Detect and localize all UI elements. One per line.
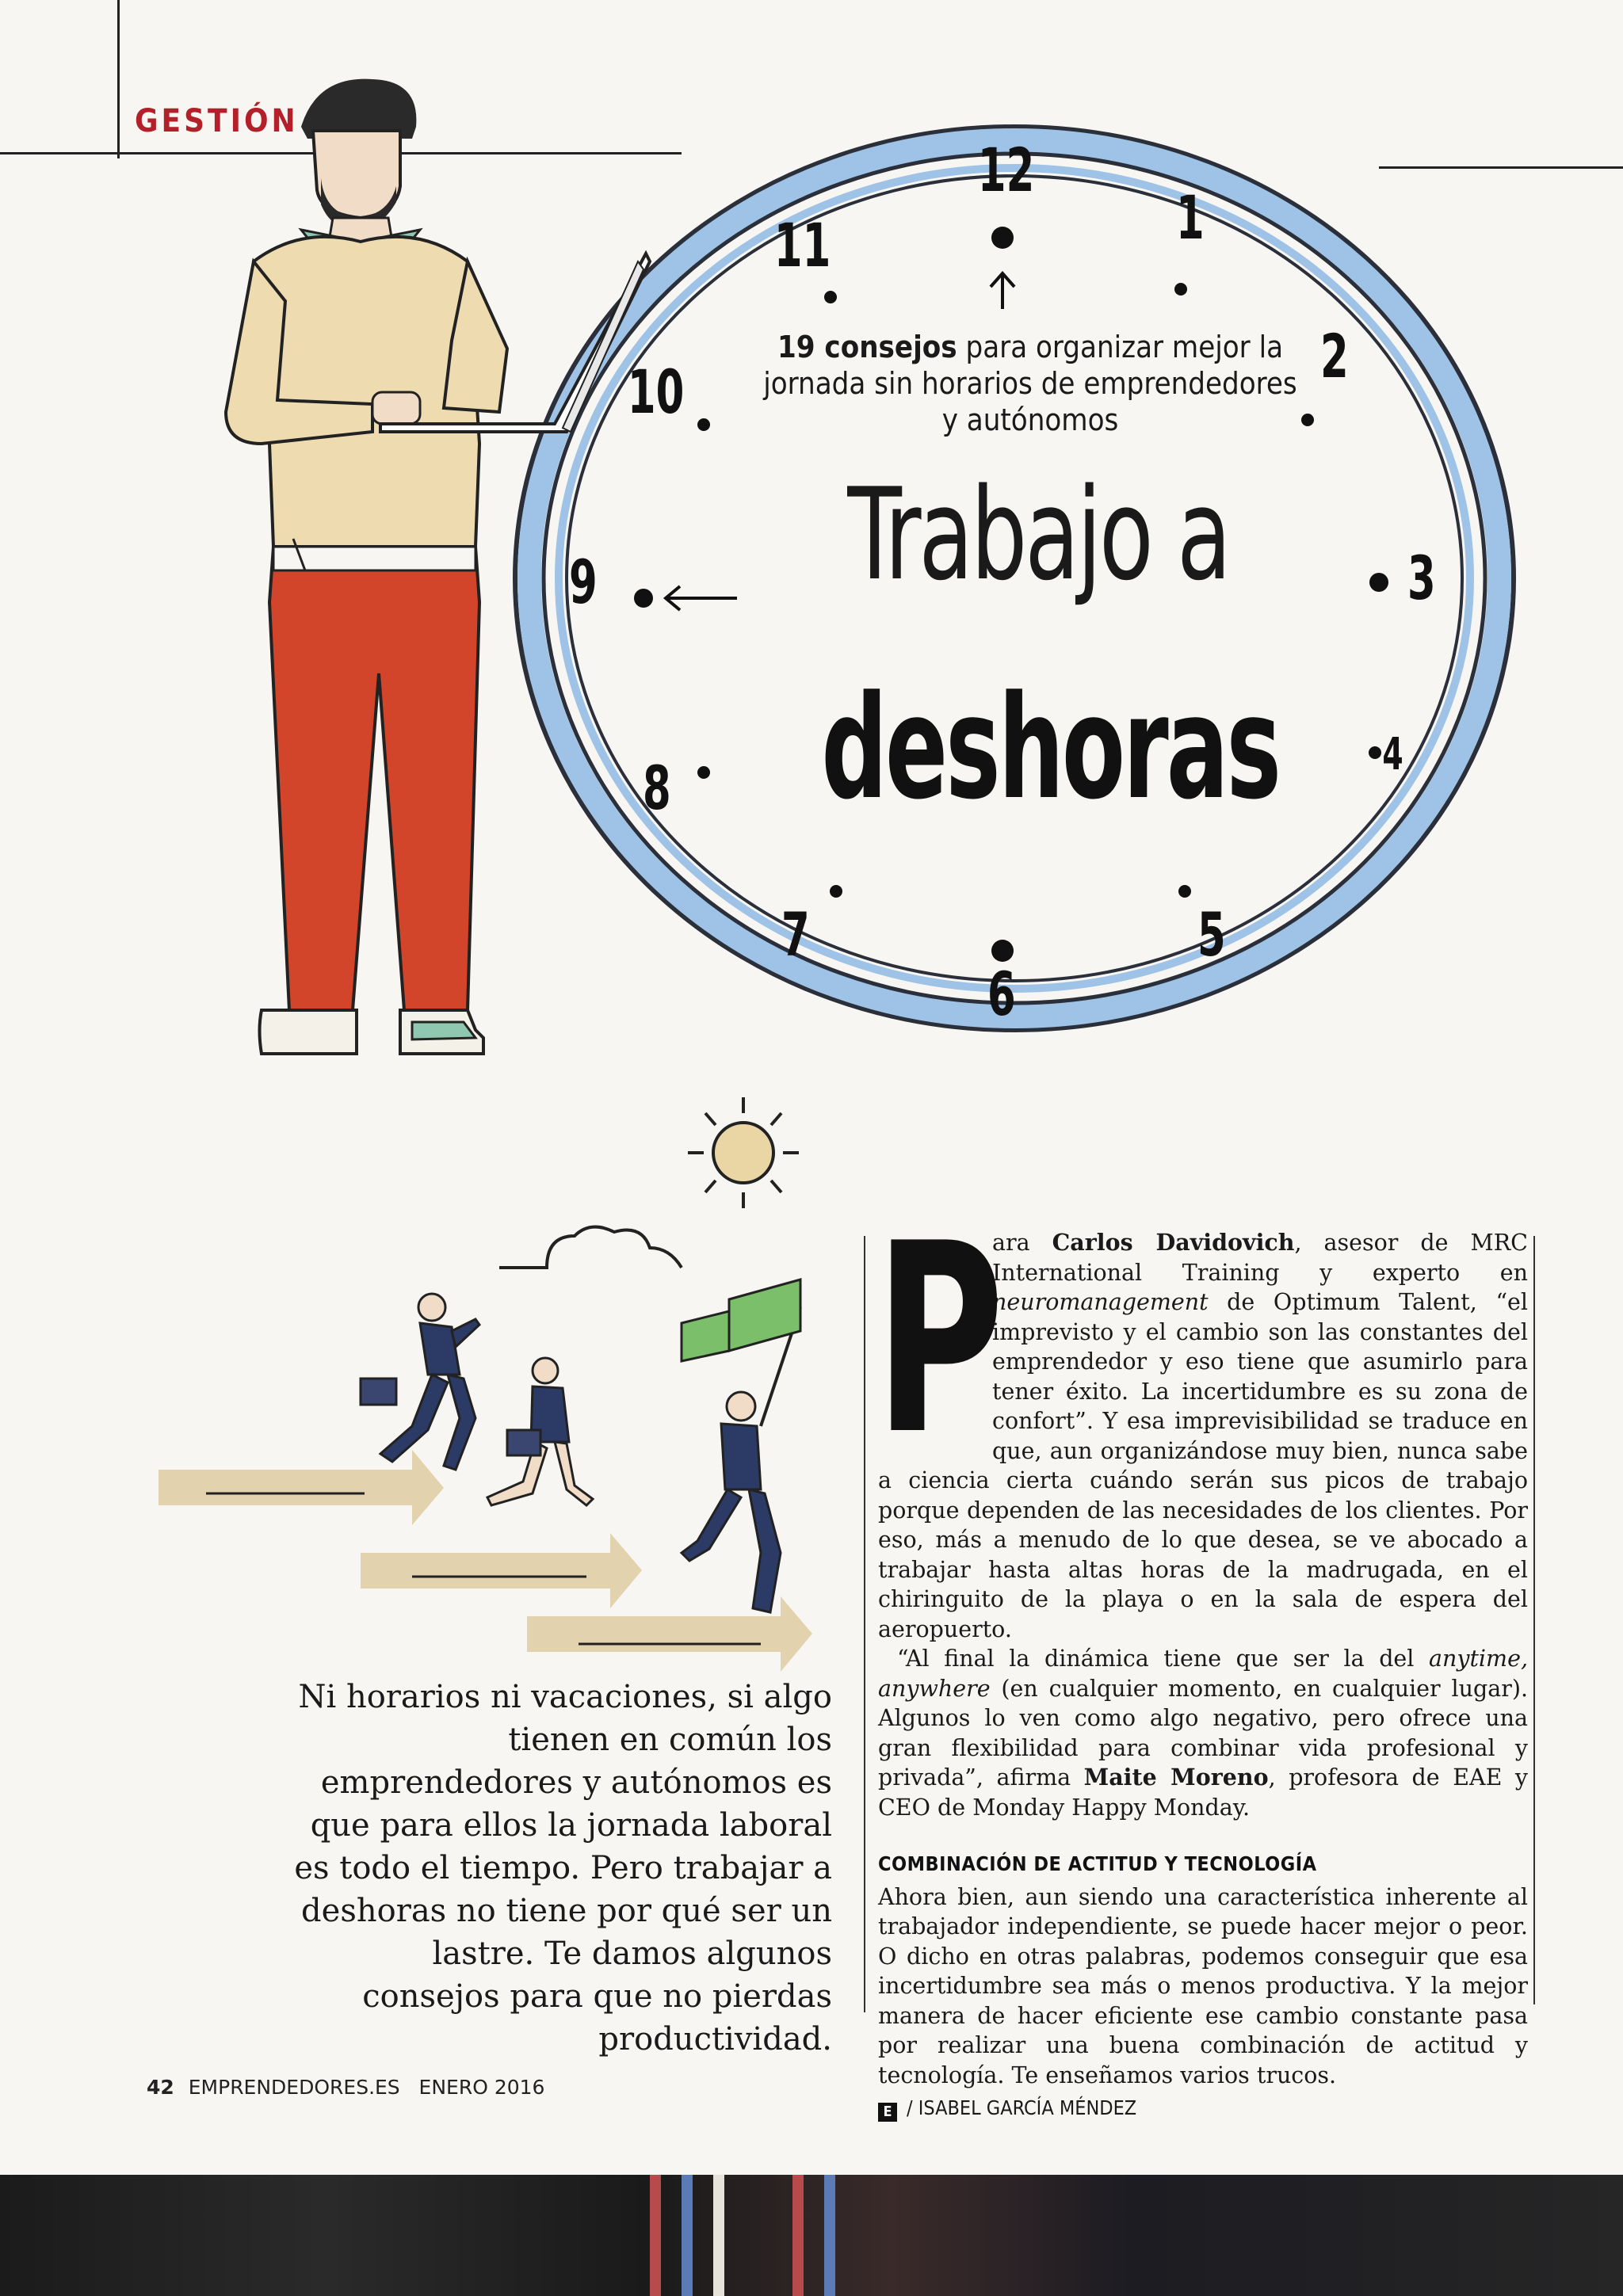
clock-number-8: 8 [642, 753, 671, 823]
byline [878, 2093, 1528, 2123]
p2-person-name: Maite Moreno [1083, 1764, 1269, 1791]
clock-number-12: 12 [977, 135, 1035, 205]
clock-number-4: 4 [1382, 729, 1403, 780]
clock-number-11: 11 [773, 210, 831, 280]
footer-issue: ENERO 2016 [418, 2076, 545, 2099]
section-tag: GESTIÓN [135, 103, 299, 139]
drop-cap: P [875, 1188, 1005, 1492]
p1-text-b: , asesor de MRC International Training y experto en [992, 1230, 1528, 1286]
scan-bottom-edge [0, 2175, 1623, 2296]
clock-number-6: 6 [987, 959, 1016, 1029]
clock-number-7: 7 [781, 899, 810, 970]
clock-number-2: 2 [1319, 321, 1349, 391]
progress-arrows [158, 1450, 812, 1672]
clock-number-3: 3 [1407, 543, 1436, 613]
sun-icon [688, 1097, 799, 1208]
article-subtitle [761, 329, 1300, 438]
p1-emphasis: neuromanagement [992, 1289, 1209, 1315]
p2-text-a: “Al final la dinámica tiene que ser la del [897, 1646, 1430, 1672]
column-rule-left [864, 1236, 865, 2012]
page-number: 42 [147, 2076, 174, 2099]
flag-icon [682, 1280, 800, 1361]
headline-line-1: Trabajo a [847, 460, 1229, 608]
p2-text-b: (en cualquier momento, en cualquier lugar). Algunos lo ven como algo negativo, pero ofrece una gran flexibilidad para combinar vida profesional y privada”, afirma [878, 1675, 1528, 1791]
page-footer [147, 2076, 544, 2099]
p1-person-name: Carlos Davidovich [1052, 1229, 1295, 1256]
clock-number-10: 10 [627, 357, 685, 427]
cloud-icon [499, 1227, 682, 1268]
section-subhead: COMBINACIÓN DE ACTITUD Y TECNOLOGÍA [878, 1852, 1317, 1875]
article-intro: Ni horarios ni vacaciones, si algo tienen en común los emprendedores y autónomos es que para ellos la jornada laboral es todo el tiempo. Pero trabajar a deshoras no tiene por qué ser un lastre. Te damos algunos consejos para que no pierdas productividad. [294, 1679, 832, 2058]
clock-number-1: 1 [1175, 182, 1205, 253]
article-body [875, 1188, 1529, 2123]
column-rule-right [1533, 1236, 1535, 2004]
publication-badge-icon: E [878, 2103, 897, 2122]
p2-text-c: , profesora de EAE y CEO de Monday Happy Monday. [878, 1764, 1529, 1821]
runner-2-illustration [487, 1358, 593, 1505]
subtitle-bold: 19 consejos [777, 330, 957, 364]
runner-1-illustration [361, 1294, 479, 1470]
p2-emphasis: anytime, anywhere [878, 1646, 1528, 1702]
p1-text-a: ara [992, 1230, 1052, 1256]
paragraph-2 [878, 1644, 1528, 1822]
subtitle-rest: para organizar mejor la jornada sin horarios de emprendedores y autónomos [763, 330, 1297, 437]
clock-number-5: 5 [1197, 899, 1226, 970]
footer-publication: EMPRENDEDORES.ES [188, 2076, 400, 2099]
p1-text-c: de Optimum Talent, “el imprevisto y el cambio son las constantes del emprendedor y eso tiene que asumirlo para tener éxito. La incertidumbre es su zona de confort”. Y esa imprevisibilidad se traduce en que, aun organizándose muy bien, nunca sabe a ciencia cierta cuándo serán sus picos de trabajo porque dependen de las necesidades de los clientes. Por eso, más a menudo de lo que desea, se ve abocado a trabajar hasta altas horas de la madrugada, en el chiringuito de la playa o en la sala de espera del aeropuerto. [878, 1289, 1528, 1642]
byline-author: / ISABEL GARCÍA MÉNDEZ [907, 2096, 1137, 2119]
headline-line-2: deshoras [821, 666, 1280, 831]
clock-number-9: 9 [568, 547, 598, 617]
paragraph-3: Ahora bien, aun siendo una característica inherente al trabajador independiente, se puede hacer mejor o peor. O dicho en otras palabras, podemos conseguir que esa incertidumbre sea más o menos productiva. Y la mejor manera de hacer eficiente ese cambio constante pasa por realizar una buena combinación de actitud y tecnología. Te enseñamos varios trucos. [878, 1883, 1528, 2088]
